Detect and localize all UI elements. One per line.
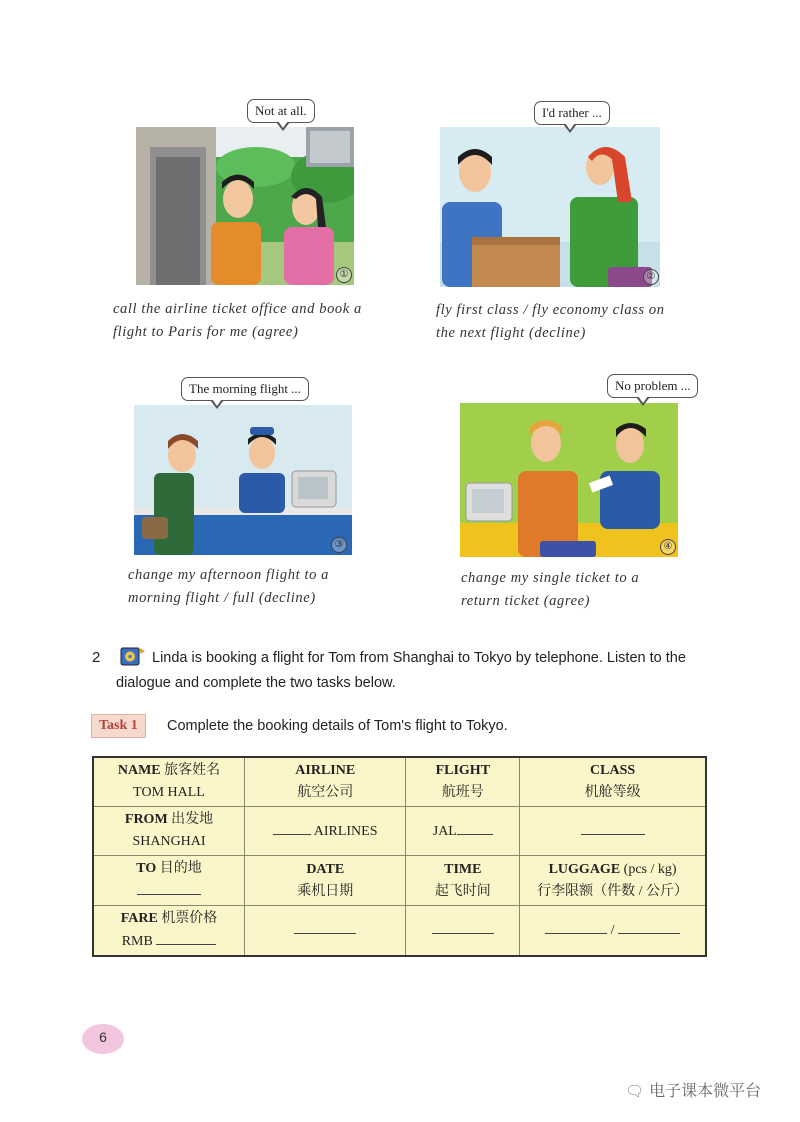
caption-2 [436, 299, 665, 345]
table-row [93, 807, 706, 856]
class-label-cn: 机舱等级 [584, 785, 641, 800]
time-header-cell [406, 856, 520, 906]
to-label: TO [136, 861, 157, 876]
time-answer-cell[interactable] [406, 906, 520, 957]
rmb-prefix: RMB [121, 934, 153, 949]
luggage-kg-blank[interactable] [618, 919, 680, 934]
instruction-line: Linda is booking a flight for Tom from Shanghai to Tokyo by telephone. Listen to the [152, 650, 686, 666]
name-cell [93, 757, 245, 807]
speech-bubble-1 [247, 99, 315, 123]
page-number-badge [82, 1024, 124, 1054]
date-label: DATE [306, 861, 345, 877]
illustration-3 [134, 405, 352, 555]
scene-airport-desk [134, 405, 352, 555]
watermark [625, 1078, 761, 1101]
illustration-2 [440, 127, 660, 287]
caption-line: change my afternoon flight to a [128, 567, 330, 583]
date-header-cell [245, 856, 406, 906]
date-label-cn: 乘机日期 [297, 883, 354, 899]
speech-bubble-text: The morning flight ... [189, 381, 301, 396]
illustration-1 [136, 127, 354, 285]
to-cell[interactable] [93, 856, 245, 906]
flight-label: FLIGHT [435, 763, 491, 778]
to-blank[interactable] [137, 880, 201, 895]
wechat-icon: 🗨 [625, 1082, 645, 1100]
fare-label: FARE [120, 911, 158, 926]
page-number: 6 [99, 1029, 107, 1045]
watermark-text: 电子课本微平台 [649, 1081, 762, 1100]
from-label-cn: 出发地 [171, 812, 214, 827]
scene-ticket-counter [440, 127, 660, 287]
caption-line: call the airline ticket office and book a [113, 301, 362, 317]
airlines-suffix: AIRLINES [313, 823, 378, 839]
table-row [93, 757, 706, 807]
class-blank[interactable] [581, 820, 645, 835]
instruction-line: dialogue and complete the two tasks below. [116, 675, 396, 691]
date-blank[interactable] [294, 919, 356, 934]
flight-header-cell [406, 757, 520, 807]
airline-header-cell [245, 757, 406, 807]
name-value: TOM HALL [133, 785, 205, 800]
luggage-label: LUGGAGE [548, 861, 621, 877]
caption-4 [461, 567, 639, 613]
date-answer-cell[interactable] [245, 906, 406, 957]
time-label-cn: 起飞时间 [434, 883, 491, 899]
luggage-header-cell [520, 856, 706, 906]
airline-blank[interactable] [273, 820, 311, 835]
speech-bubble-3 [181, 377, 309, 401]
caption-line: the next flight (decline) [436, 325, 586, 341]
to-label-cn: 目的地 [159, 861, 202, 876]
flight-answer-cell[interactable] [406, 807, 520, 856]
speech-bubble-text: I'd rather ... [542, 105, 602, 120]
class-header-cell [520, 757, 706, 807]
flight-label-cn: 航班号 [441, 785, 484, 800]
class-answer-cell[interactable] [520, 807, 706, 856]
caption-line: return ticket (agree) [461, 593, 591, 609]
luggage-answer-cell[interactable] [520, 906, 706, 957]
name-label-cn: 旅客姓名 [164, 763, 221, 778]
picture-number-1: ① [336, 267, 352, 283]
time-blank[interactable] [432, 919, 494, 934]
from-label: FROM [124, 812, 168, 827]
time-label: TIME [444, 861, 482, 877]
scene-office-building [136, 127, 354, 285]
caption-line: morning flight / full (decline) [128, 590, 316, 606]
cd-audio-icon [120, 645, 146, 667]
caption-3 [128, 564, 329, 610]
task-tag: Task 1 [91, 714, 146, 738]
table-row [93, 906, 706, 957]
booking-details-table [92, 756, 707, 957]
caption-line: fly first class / fly economy class on [436, 302, 665, 318]
exercise-instruction [152, 645, 686, 671]
scene-check-in [460, 403, 678, 557]
speech-bubble-4 [607, 374, 698, 398]
task-instruction: Complete the booking details of Tom's flight to Tokyo. [167, 718, 508, 734]
airline-label: AIRLINE [295, 763, 356, 778]
speech-bubble-text: No problem ... [615, 378, 691, 393]
airline-label-cn: 航空公司 [297, 785, 354, 800]
speech-bubble-text: Not at all. [255, 103, 307, 118]
flight-blank[interactable] [457, 820, 493, 835]
name-label: NAME [117, 763, 161, 778]
caption-line: flight to Paris for me (agree) [113, 324, 299, 340]
caption-line: change my single ticket to a [461, 570, 640, 586]
class-label: CLASS [590, 763, 636, 778]
luggage-slash: / [610, 923, 615, 938]
airline-answer-cell[interactable] [245, 807, 406, 856]
exercise-instruction-cont [116, 670, 396, 696]
jal-prefix: JAL [432, 823, 457, 839]
picture-number-4: ④ [660, 539, 676, 555]
table-row [93, 856, 706, 906]
fare-blank[interactable] [156, 930, 216, 945]
exercise-number: 2 [92, 649, 101, 666]
speech-bubble-2 [534, 101, 610, 125]
illustration-4 [460, 403, 678, 557]
fare-label-cn: 机票价格 [161, 911, 218, 926]
picture-number-2: ② [643, 269, 659, 285]
caption-1 [113, 298, 362, 344]
luggage-unit: (pcs / kg) [623, 861, 677, 877]
fare-cell[interactable] [93, 906, 245, 957]
picture-number-3: ③ [331, 537, 347, 553]
luggage-label-cn: 行李限额（件数 / 公斤） [537, 883, 689, 899]
from-value: SHANGHAI [132, 834, 206, 849]
from-cell [93, 807, 245, 856]
luggage-pcs-blank[interactable] [545, 919, 607, 934]
